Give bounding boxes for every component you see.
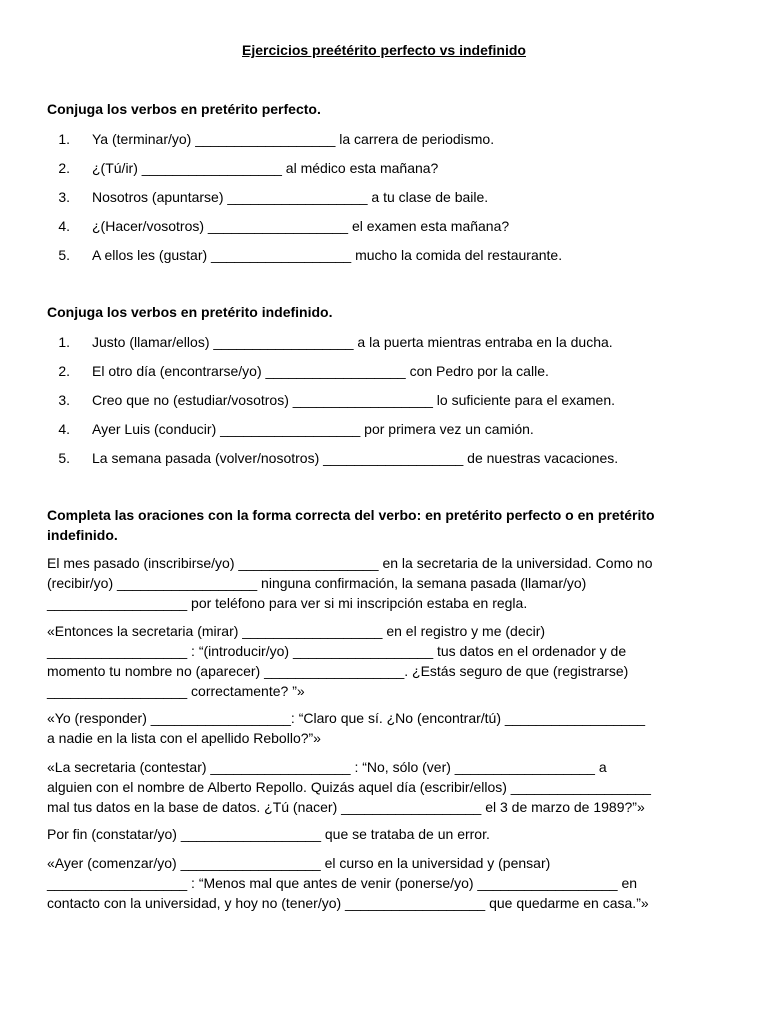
paragraph: «Entonces la secretaria (mirar) __________________ en el registro y me (decir) __________________ : “(introducir/yo) __________________ tus datos en el ordenador y de momento tu nombre no (aparecer) __________________. ¿Estás seguro de que (registrarse) __________________ correctamente? ”» — [47, 623, 629, 699]
paragraph: «Ayer (comenzar/yo) __________________ el curso en la universidad y (pensar) __________________ : “Menos mal que antes de venir (ponerse/yo) __________________ en contacto con la universidad, y hoy no (tener/yo) __________________ que quedarme en casa.”» — [47, 855, 649, 911]
section1-list — [47, 129, 737, 274]
section3-heading: Completa las oraciones con la forma correcta del verbo: en pretérito perfecto o en pretérito indefinido. — [47, 507, 655, 543]
list-item: 3. Creo que no (estudiar/vosotros) __________________ lo suficiente para el examen. — [58, 392, 616, 408]
list-item: 2. El otro día (encontrarse/yo) __________________ con Pedro por la calle. — [58, 363, 549, 379]
paragraph: «La secretaria (contestar) __________________ : “No, sólo (ver) __________________ a alguien con el nombre de Alberto Repollo. Quizás aquel día (escribir/ellos) __________________ mal tus datos en la base de datos. ¿Tú (nacer) __________________ el 3 de marzo de 1989?”» — [47, 759, 651, 815]
paragraph: El mes pasado (inscribirse/yo) __________________ en la secretaria de la universidad. Como no (recibir/yo) __________________ ninguna confirmación, la semana pasada (llamar/yo) __________________ por teléfono para ver si mi inscripción estaba en regla. — [47, 555, 653, 611]
section1-heading: Conjuga los verbos en pretérito perfecto. — [47, 101, 321, 117]
list-item: 1. Ya (terminar/yo) __________________ la carrera de periodismo. — [58, 131, 495, 147]
list-item: 3. Nosotros (apuntarse) __________________ a tu clase de baile. — [58, 189, 489, 205]
paragraph: «Yo (responder) __________________: “Claro que sí. ¿No (encontrar/tú) __________________ a nadie en la lista con el apellido Rebollo?”» — [47, 710, 646, 746]
section2-heading: Conjuga los verbos en pretérito indefinido. — [47, 304, 333, 320]
section2-list — [47, 332, 737, 477]
list-item: 1. Justo (llamar/ellos) __________________ a la puerta mientras entraba en la ducha. — [58, 334, 613, 350]
list-item: 4. ¿(Hacer/vosotros) __________________ el examen esta mañana? — [58, 218, 510, 234]
list-item: 5. La semana pasada (volver/nosotros) __________________ de nuestras vacaciones. — [58, 450, 619, 466]
list-item: 4. Ayer Luis (conducir) __________________ por primera vez un camión. — [58, 421, 534, 437]
paragraph: Por fin (constatar/yo) __________________ que se trataba de un error. — [47, 826, 490, 842]
list-item: 5. A ellos les (gustar) __________________ mucho la comida del restaurante. — [58, 247, 563, 263]
page-title: Ejercicios preétérito perfecto vs indefinido — [242, 42, 526, 58]
list-item: 2. ¿(Tú/ir) __________________ al médico esta mañana? — [58, 160, 439, 176]
